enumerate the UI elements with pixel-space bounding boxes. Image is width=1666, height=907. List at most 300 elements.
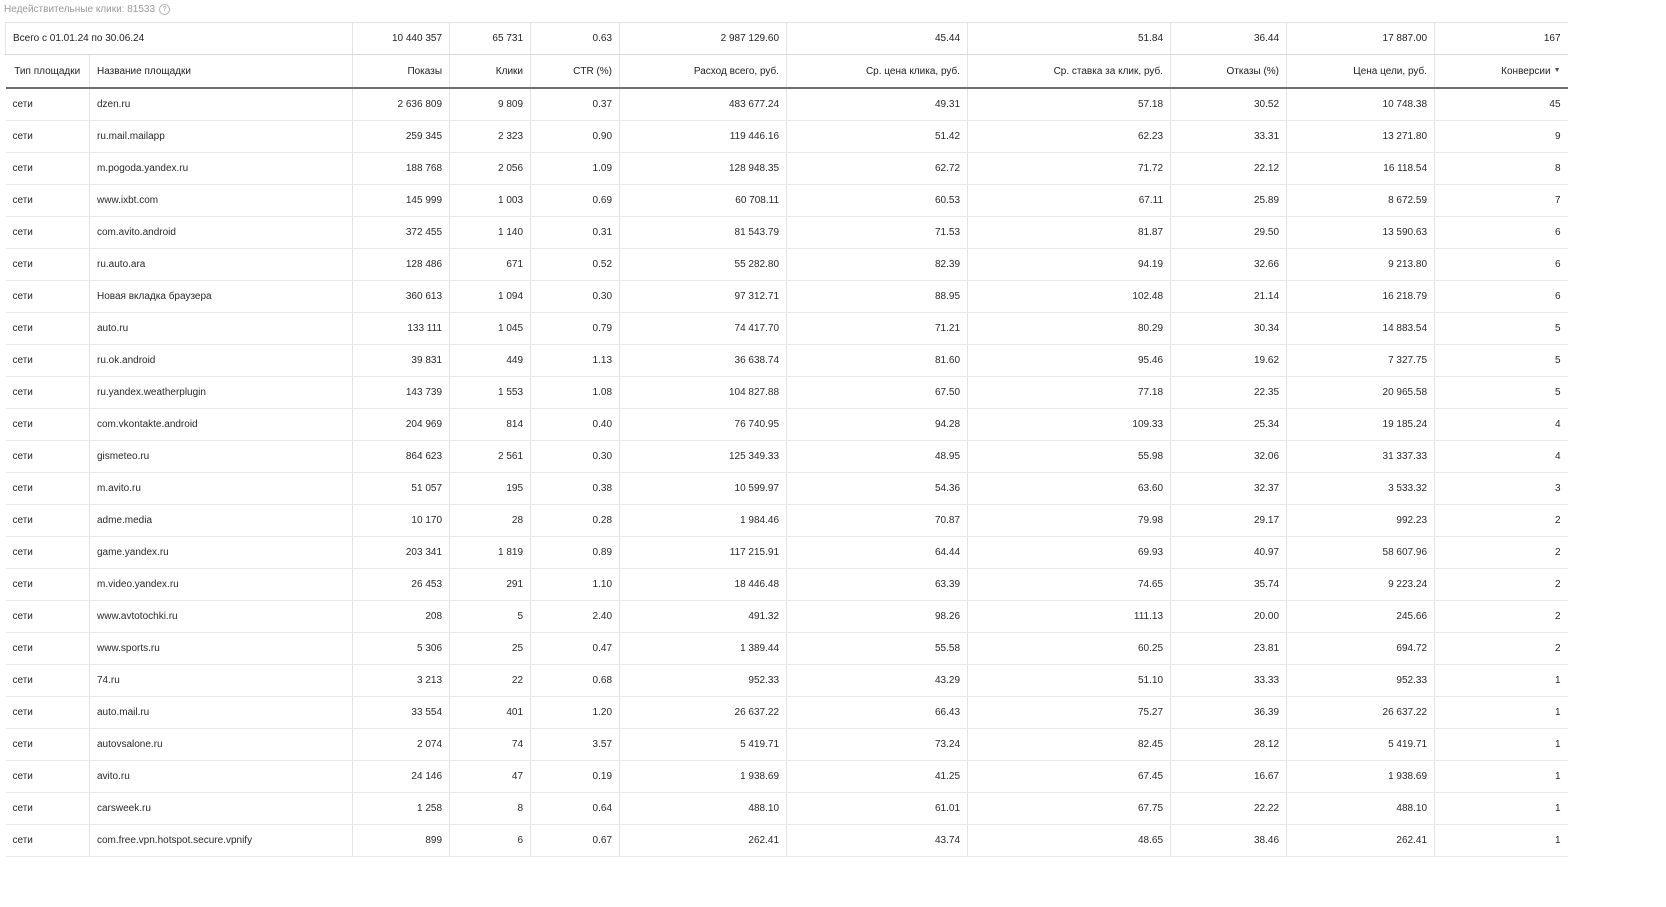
cell-conversions: 4 — [1435, 409, 1568, 441]
cell-avg-click-bid: 79.98 — [968, 505, 1171, 537]
column-header-avg-click-bid[interactable] — [968, 55, 1171, 89]
cell-bounces: 29.17 — [1171, 505, 1287, 537]
table-row[interactable] — [6, 313, 1568, 345]
cell-clicks: 74 — [450, 729, 531, 761]
cell-bounces: 32.37 — [1171, 473, 1287, 505]
cell-avg-click-price: 63.39 — [787, 569, 968, 601]
cell-ctr: 0.68 — [531, 665, 620, 697]
cell-site-name: www.sports.ru — [90, 633, 353, 665]
cell-clicks: 814 — [450, 409, 531, 441]
table-row[interactable] — [6, 185, 1568, 217]
cell-avg-click-price: 64.44 — [787, 537, 968, 569]
cell-site-name: gismeteo.ru — [90, 441, 353, 473]
column-header-conversions[interactable] — [1435, 55, 1568, 89]
cell-spend-total: 10 599.97 — [620, 473, 787, 505]
cell-impressions: 2 636 809 — [353, 88, 450, 121]
cell-site-name: game.yandex.ru — [90, 537, 353, 569]
cell-impressions: 5 306 — [353, 633, 450, 665]
cell-site-name: autovsalone.ru — [90, 729, 353, 761]
table-row[interactable] — [6, 601, 1568, 633]
total-clicks: 65 731 — [450, 23, 531, 55]
cell-site-type: сети — [6, 313, 90, 345]
cell-site-type: сети — [6, 345, 90, 377]
cell-conversions: 45 — [1435, 88, 1568, 121]
column-header-impressions[interactable] — [353, 55, 450, 89]
table-row[interactable] — [6, 88, 1568, 121]
cell-avg-click-bid: 109.33 — [968, 409, 1171, 441]
cell-avg-click-bid: 67.11 — [968, 185, 1171, 217]
cell-impressions: 33 554 — [353, 697, 450, 729]
cell-impressions: 208 — [353, 601, 450, 633]
cell-ctr: 0.52 — [531, 249, 620, 281]
column-header-label: Тип площадки — [14, 65, 81, 77]
cell-spend-total: 74 417.70 — [620, 313, 787, 345]
cell-impressions: 24 146 — [353, 761, 450, 793]
table-row[interactable] — [6, 729, 1568, 761]
cell-avg-click-bid: 102.48 — [968, 281, 1171, 313]
cell-bounces: 33.31 — [1171, 121, 1287, 153]
column-header-label: Отказы (%) — [1226, 65, 1280, 77]
table-row[interactable] — [6, 665, 1568, 697]
cell-impressions: 899 — [353, 825, 450, 857]
cell-ctr: 0.38 — [531, 473, 620, 505]
cell-conversions: 9 — [1435, 121, 1568, 153]
cell-goal-price: 58 607.96 — [1287, 537, 1435, 569]
cell-site-name: adme.media — [90, 505, 353, 537]
cell-avg-click-price: 98.26 — [787, 601, 968, 633]
cell-bounces: 16.67 — [1171, 761, 1287, 793]
total-avg-click-price: 45.44 — [787, 23, 968, 55]
cell-site-type: сети — [6, 825, 90, 857]
cell-bounces: 32.06 — [1171, 441, 1287, 473]
cell-site-type: сети — [6, 569, 90, 601]
cell-clicks: 2 056 — [450, 153, 531, 185]
cell-goal-price: 1 938.69 — [1287, 761, 1435, 793]
cell-conversions: 5 — [1435, 377, 1568, 409]
cell-avg-click-price: 73.24 — [787, 729, 968, 761]
cell-conversions: 3 — [1435, 473, 1568, 505]
cell-goal-price: 694.72 — [1287, 633, 1435, 665]
cell-ctr: 3.57 — [531, 729, 620, 761]
cell-impressions: 133 111 — [353, 313, 450, 345]
cell-conversions: 1 — [1435, 697, 1568, 729]
cell-bounces: 25.89 — [1171, 185, 1287, 217]
cell-avg-click-bid: 67.45 — [968, 761, 1171, 793]
cell-clicks: 195 — [450, 473, 531, 505]
cell-spend-total: 60 708.11 — [620, 185, 787, 217]
cell-avg-click-bid: 81.87 — [968, 217, 1171, 249]
cell-goal-price: 19 185.24 — [1287, 409, 1435, 441]
cell-goal-price: 14 883.54 — [1287, 313, 1435, 345]
cell-avg-click-bid: 71.72 — [968, 153, 1171, 185]
table-row[interactable] — [6, 761, 1568, 793]
table-row[interactable] — [6, 633, 1568, 665]
cell-bounces: 33.33 — [1171, 665, 1287, 697]
total-spend-total: 2 987 129.60 — [620, 23, 787, 55]
cell-clicks: 28 — [450, 505, 531, 537]
cell-spend-total: 76 740.95 — [620, 409, 787, 441]
cell-clicks: 2 323 — [450, 121, 531, 153]
cell-site-type: сети — [6, 441, 90, 473]
cell-conversions: 6 — [1435, 249, 1568, 281]
cell-spend-total: 491.32 — [620, 601, 787, 633]
cell-ctr: 0.30 — [531, 441, 620, 473]
cell-ctr: 0.64 — [531, 793, 620, 825]
sort-desc-icon[interactable]: ▼ — [1553, 67, 1561, 75]
cell-clicks: 1 819 — [450, 537, 531, 569]
cell-avg-click-price: 88.95 — [787, 281, 968, 313]
cell-goal-price: 26 637.22 — [1287, 697, 1435, 729]
cell-clicks: 47 — [450, 761, 531, 793]
cell-bounces: 28.12 — [1171, 729, 1287, 761]
cell-goal-price: 488.10 — [1287, 793, 1435, 825]
cell-spend-total: 5 419.71 — [620, 729, 787, 761]
cell-site-name: dzen.ru — [90, 88, 353, 121]
cell-site-type: сети — [6, 537, 90, 569]
cell-ctr: 0.30 — [531, 281, 620, 313]
table-row[interactable] — [6, 569, 1568, 601]
table-row[interactable] — [6, 409, 1568, 441]
cell-conversions: 1 — [1435, 793, 1568, 825]
cell-conversions: 2 — [1435, 505, 1568, 537]
cell-site-type: сети — [6, 409, 90, 441]
cell-conversions: 2 — [1435, 601, 1568, 633]
cell-ctr: 2.40 — [531, 601, 620, 633]
cell-conversions: 2 — [1435, 569, 1568, 601]
table-row[interactable] — [6, 697, 1568, 729]
cell-ctr: 0.28 — [531, 505, 620, 537]
cell-site-name: ru.auto.ara — [90, 249, 353, 281]
cell-avg-click-price: 94.28 — [787, 409, 968, 441]
column-header-label: CTR (%) — [573, 65, 613, 77]
table-row[interactable] — [6, 281, 1568, 313]
cell-clicks: 25 — [450, 633, 531, 665]
cell-goal-price: 10 748.38 — [1287, 88, 1435, 121]
total-goal-price: 17 887.00 — [1287, 23, 1435, 55]
column-header-avg-click-price[interactable] — [787, 55, 968, 89]
cell-bounces: 22.12 — [1171, 153, 1287, 185]
cell-goal-price: 9 223.24 — [1287, 569, 1435, 601]
cell-site-name: carsweek.ru — [90, 793, 353, 825]
cell-site-name: auto.mail.ru — [90, 697, 353, 729]
cell-clicks: 449 — [450, 345, 531, 377]
invalid-clicks-label: Недействительные клики: 81533 — [4, 3, 156, 15]
cell-avg-click-price: 48.95 — [787, 441, 968, 473]
cell-goal-price: 9 213.80 — [1287, 249, 1435, 281]
cell-clicks: 8 — [450, 793, 531, 825]
cell-site-type: сети — [6, 505, 90, 537]
cell-clicks: 291 — [450, 569, 531, 601]
cell-avg-click-bid: 51.10 — [968, 665, 1171, 697]
cell-ctr: 0.31 — [531, 217, 620, 249]
table-row[interactable] — [6, 441, 1568, 473]
invalid-clicks-line — [4, 2, 170, 16]
cell-bounces: 30.34 — [1171, 313, 1287, 345]
cell-goal-price: 13 271.80 — [1287, 121, 1435, 153]
table-row[interactable] — [6, 537, 1568, 569]
cell-bounces: 22.22 — [1171, 793, 1287, 825]
cell-conversions: 2 — [1435, 633, 1568, 665]
cell-avg-click-bid: 63.60 — [968, 473, 1171, 505]
cell-bounces: 36.39 — [1171, 697, 1287, 729]
cell-conversions: 7 — [1435, 185, 1568, 217]
cell-goal-price: 8 672.59 — [1287, 185, 1435, 217]
column-header-clicks[interactable] — [450, 55, 531, 89]
cell-goal-price: 245.66 — [1287, 601, 1435, 633]
cell-site-type: сети — [6, 729, 90, 761]
cell-site-name: Новая вкладка браузера — [90, 281, 353, 313]
cell-avg-click-bid: 94.19 — [968, 249, 1171, 281]
cell-impressions: 203 341 — [353, 537, 450, 569]
column-header-goal-price[interactable] — [1287, 55, 1435, 89]
column-header-label: Название площадки — [97, 65, 191, 77]
cell-conversions: 1 — [1435, 761, 1568, 793]
column-header-spend-total[interactable] — [620, 55, 787, 89]
cell-conversions: 4 — [1435, 441, 1568, 473]
cell-site-name: com.free.vpn.hotspot.secure.vpnify — [90, 825, 353, 857]
cell-goal-price: 992.23 — [1287, 505, 1435, 537]
cell-spend-total: 117 215.91 — [620, 537, 787, 569]
cell-conversions: 6 — [1435, 281, 1568, 313]
cell-impressions: 145 999 — [353, 185, 450, 217]
cell-site-name: m.avito.ru — [90, 473, 353, 505]
cell-goal-price: 5 419.71 — [1287, 729, 1435, 761]
cell-avg-click-price: 81.60 — [787, 345, 968, 377]
cell-clicks: 22 — [450, 665, 531, 697]
cell-spend-total: 1 938.69 — [620, 761, 787, 793]
cell-site-type: сети — [6, 473, 90, 505]
column-header-label: Цена цели, руб. — [1353, 65, 1428, 77]
cell-impressions: 26 453 — [353, 569, 450, 601]
cell-site-name: com.avito.android — [90, 217, 353, 249]
cell-conversions: 8 — [1435, 153, 1568, 185]
column-header-label: Показы — [407, 65, 443, 77]
cell-avg-click-bid: 69.93 — [968, 537, 1171, 569]
cell-spend-total: 1 984.46 — [620, 505, 787, 537]
cell-ctr: 0.19 — [531, 761, 620, 793]
column-header-label: Ср. ставка за клик, руб. — [1053, 65, 1164, 77]
cell-ctr: 0.47 — [531, 633, 620, 665]
cell-avg-click-bid: 74.65 — [968, 569, 1171, 601]
cell-avg-click-bid: 67.75 — [968, 793, 1171, 825]
cell-impressions: 372 455 — [353, 217, 450, 249]
cell-impressions: 143 739 — [353, 377, 450, 409]
cell-clicks: 1 094 — [450, 281, 531, 313]
cell-bounces: 29.50 — [1171, 217, 1287, 249]
cell-ctr: 1.10 — [531, 569, 620, 601]
cell-impressions: 188 768 — [353, 153, 450, 185]
cell-avg-click-price: 55.58 — [787, 633, 968, 665]
column-header-label: Клики — [495, 65, 524, 77]
cell-site-name: m.video.yandex.ru — [90, 569, 353, 601]
cell-ctr: 0.79 — [531, 313, 620, 345]
total-avg-click-bid: 51.84 — [968, 23, 1171, 55]
cell-bounces: 23.81 — [1171, 633, 1287, 665]
cell-bounces: 20.00 — [1171, 601, 1287, 633]
cell-site-type: сети — [6, 377, 90, 409]
column-header-ctr[interactable] — [531, 55, 620, 89]
cell-ctr: 0.67 — [531, 825, 620, 857]
cell-bounces: 25.34 — [1171, 409, 1287, 441]
cell-avg-click-bid: 82.45 — [968, 729, 1171, 761]
cell-conversions: 1 — [1435, 825, 1568, 857]
total-conversions: 167 — [1435, 23, 1568, 55]
cell-goal-price: 16 218.79 — [1287, 281, 1435, 313]
cell-spend-total: 18 446.48 — [620, 569, 787, 601]
cell-spend-total: 1 389.44 — [620, 633, 787, 665]
cell-ctr: 1.08 — [531, 377, 620, 409]
cell-impressions: 864 623 — [353, 441, 450, 473]
cell-bounces: 19.62 — [1171, 345, 1287, 377]
cell-impressions: 3 213 — [353, 665, 450, 697]
cell-avg-click-price: 41.25 — [787, 761, 968, 793]
cell-site-type: сети — [6, 601, 90, 633]
placements-table — [5, 22, 1568, 857]
cell-conversions: 1 — [1435, 729, 1568, 761]
cell-site-type: сети — [6, 793, 90, 825]
cell-bounces: 30.52 — [1171, 88, 1287, 121]
total-row — [6, 23, 1568, 55]
cell-bounces: 32.66 — [1171, 249, 1287, 281]
cell-conversions: 5 — [1435, 345, 1568, 377]
cell-conversions: 1 — [1435, 665, 1568, 697]
cell-clicks: 9 809 — [450, 88, 531, 121]
cell-avg-click-price: 62.72 — [787, 153, 968, 185]
cell-site-type: сети — [6, 88, 90, 121]
cell-avg-click-price: 71.53 — [787, 217, 968, 249]
cell-goal-price: 7 327.75 — [1287, 345, 1435, 377]
cell-goal-price: 952.33 — [1287, 665, 1435, 697]
cell-ctr: 0.37 — [531, 88, 620, 121]
table-row[interactable] — [6, 473, 1568, 505]
cell-impressions: 128 486 — [353, 249, 450, 281]
table-row[interactable] — [6, 793, 1568, 825]
cell-site-name: ru.ok.android — [90, 345, 353, 377]
cell-impressions: 51 057 — [353, 473, 450, 505]
cell-avg-click-price: 43.74 — [787, 825, 968, 857]
cell-site-type: сети — [6, 185, 90, 217]
cell-goal-price: 16 118.54 — [1287, 153, 1435, 185]
cell-spend-total: 128 948.35 — [620, 153, 787, 185]
cell-site-type: сети — [6, 665, 90, 697]
cell-spend-total: 119 446.16 — [620, 121, 787, 153]
column-header-bounces[interactable] — [1171, 55, 1287, 89]
cell-site-name: ru.yandex.weatherplugin — [90, 377, 353, 409]
cell-avg-click-bid: 111.13 — [968, 601, 1171, 633]
cell-ctr: 1.20 — [531, 697, 620, 729]
cell-goal-price: 262.41 — [1287, 825, 1435, 857]
cell-clicks: 2 561 — [450, 441, 531, 473]
cell-avg-click-price: 49.31 — [787, 88, 968, 121]
cell-avg-click-price: 61.01 — [787, 793, 968, 825]
cell-avg-click-bid: 80.29 — [968, 313, 1171, 345]
cell-conversions: 6 — [1435, 217, 1568, 249]
cell-site-type: сети — [6, 761, 90, 793]
cell-avg-click-bid: 75.27 — [968, 697, 1171, 729]
total-label: Всего с 01.01.24 по 30.06.24 — [6, 23, 353, 55]
cell-spend-total: 81 543.79 — [620, 217, 787, 249]
table-row[interactable] — [6, 249, 1568, 281]
table-row[interactable] — [6, 121, 1568, 153]
cell-site-name: 74.ru — [90, 665, 353, 697]
cell-ctr: 0.90 — [531, 121, 620, 153]
cell-avg-click-price: 43.29 — [787, 665, 968, 697]
cell-site-type: сети — [6, 121, 90, 153]
cell-bounces: 38.46 — [1171, 825, 1287, 857]
cell-conversions: 5 — [1435, 313, 1568, 345]
cell-ctr: 0.40 — [531, 409, 620, 441]
cell-conversions: 2 — [1435, 537, 1568, 569]
cell-site-name: com.vkontakte.android — [90, 409, 353, 441]
cell-site-name: ru.mail.mailapp — [90, 121, 353, 153]
cell-avg-click-bid: 55.98 — [968, 441, 1171, 473]
table-row[interactable] — [6, 377, 1568, 409]
cell-site-type: сети — [6, 697, 90, 729]
cell-impressions: 204 969 — [353, 409, 450, 441]
cell-bounces: 22.35 — [1171, 377, 1287, 409]
table-row[interactable] — [6, 217, 1568, 249]
cell-bounces: 21.14 — [1171, 281, 1287, 313]
cell-site-name: www.ixbt.com — [90, 185, 353, 217]
cell-avg-click-bid: 57.18 — [968, 88, 1171, 121]
table-row[interactable] — [6, 345, 1568, 377]
cell-avg-click-price: 71.21 — [787, 313, 968, 345]
table-row[interactable] — [6, 505, 1568, 537]
cell-goal-price: 20 965.58 — [1287, 377, 1435, 409]
cell-spend-total: 55 282.80 — [620, 249, 787, 281]
cell-avg-click-bid: 48.65 — [968, 825, 1171, 857]
cell-site-type: сети — [6, 153, 90, 185]
cell-avg-click-price: 66.43 — [787, 697, 968, 729]
cell-site-name: www.avtotochki.ru — [90, 601, 353, 633]
cell-impressions: 2 074 — [353, 729, 450, 761]
cell-spend-total: 125 349.33 — [620, 441, 787, 473]
cell-impressions: 360 613 — [353, 281, 450, 313]
cell-clicks: 1 140 — [450, 217, 531, 249]
cell-site-name: auto.ru — [90, 313, 353, 345]
total-ctr: 0.63 — [531, 23, 620, 55]
cell-bounces: 40.97 — [1171, 537, 1287, 569]
table-row[interactable] — [6, 825, 1568, 857]
cell-ctr: 0.89 — [531, 537, 620, 569]
column-header-label: Конверсии — [1501, 65, 1551, 77]
header-row — [6, 55, 1568, 89]
cell-spend-total: 104 827.88 — [620, 377, 787, 409]
cell-site-type: сети — [6, 217, 90, 249]
cell-spend-total: 952.33 — [620, 665, 787, 697]
column-header-label: Ср. цена клика, руб. — [865, 65, 961, 77]
cell-site-name: avito.ru — [90, 761, 353, 793]
table-row[interactable] — [6, 153, 1568, 185]
cell-spend-total: 36 638.74 — [620, 345, 787, 377]
cell-impressions: 39 831 — [353, 345, 450, 377]
total-impressions: 10 440 357 — [353, 23, 450, 55]
cell-clicks: 1 003 — [450, 185, 531, 217]
cell-clicks: 401 — [450, 697, 531, 729]
help-icon[interactable]: ? — [159, 4, 170, 15]
cell-clicks: 671 — [450, 249, 531, 281]
cell-avg-click-bid: 77.18 — [968, 377, 1171, 409]
column-header-site-type[interactable] — [6, 55, 90, 89]
cell-avg-click-bid: 95.46 — [968, 345, 1171, 377]
cell-spend-total: 488.10 — [620, 793, 787, 825]
cell-goal-price: 3 533.32 — [1287, 473, 1435, 505]
cell-avg-click-price: 60.53 — [787, 185, 968, 217]
cell-clicks: 1 045 — [450, 313, 531, 345]
cell-clicks: 6 — [450, 825, 531, 857]
column-header-site-name[interactable] — [90, 55, 353, 89]
cell-impressions: 259 345 — [353, 121, 450, 153]
